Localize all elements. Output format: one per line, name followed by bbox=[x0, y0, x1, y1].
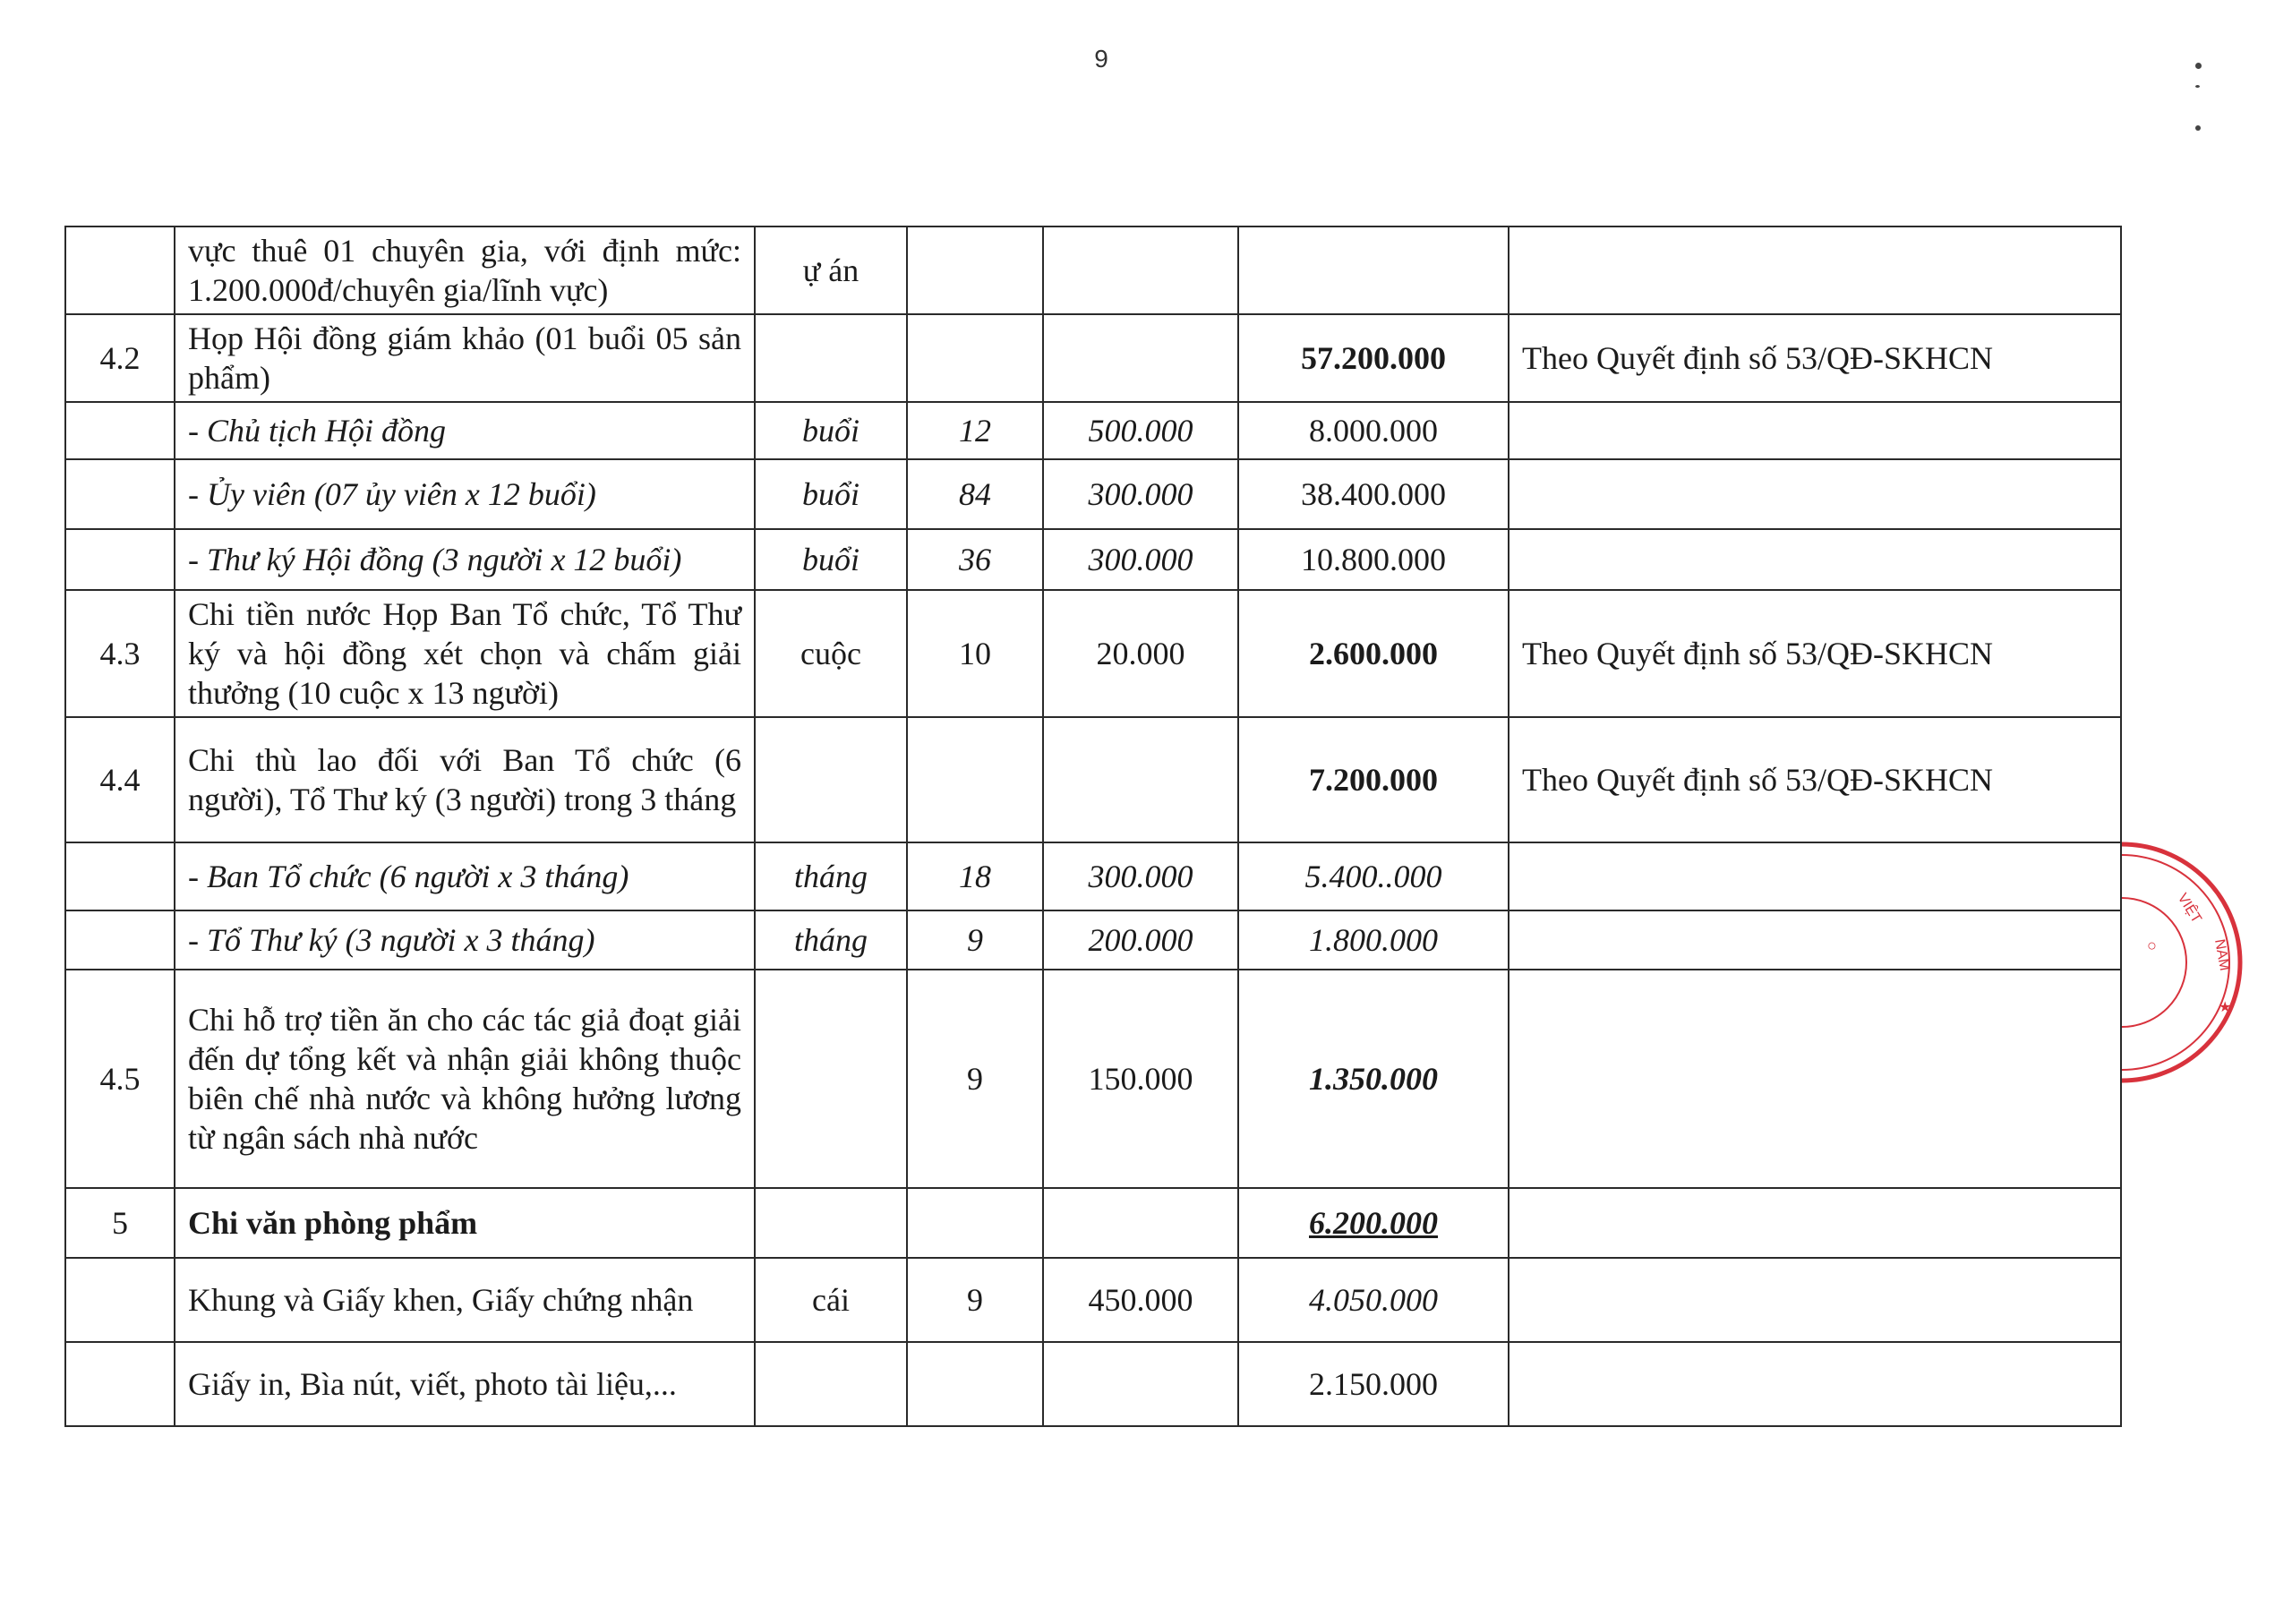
cell-quantity bbox=[907, 717, 1043, 842]
stamp-text-nam: NAM bbox=[2211, 937, 2232, 972]
red-seal-stamp bbox=[2122, 842, 2292, 1083]
stamp-mark-icon: ○ bbox=[2147, 936, 2157, 954]
cell-quantity bbox=[907, 1188, 1043, 1258]
cell-note bbox=[1509, 1258, 2121, 1342]
cell-unit-price: 200.000 bbox=[1043, 910, 1238, 970]
cell-stt: 4.3 bbox=[65, 590, 175, 717]
table-row bbox=[65, 314, 2121, 402]
table-row bbox=[65, 842, 2121, 910]
cell-amount: 6.200.000 bbox=[1238, 1188, 1509, 1258]
table-row bbox=[65, 717, 2121, 842]
cell-stt bbox=[65, 842, 175, 910]
cell-note bbox=[1509, 1342, 2121, 1426]
cell-content: - Ban Tổ chức (6 người x 3 tháng) bbox=[175, 842, 755, 910]
cell-unit: tháng bbox=[755, 910, 907, 970]
cell-unit-price: 500.000 bbox=[1043, 402, 1238, 459]
cell-note bbox=[1509, 970, 2121, 1188]
cell-stt bbox=[65, 529, 175, 590]
cell-note bbox=[1509, 1188, 2121, 1258]
cell-unit: tháng bbox=[755, 842, 907, 910]
cell-unit-price: 300.000 bbox=[1043, 459, 1238, 529]
cell-unit-price: 150.000 bbox=[1043, 970, 1238, 1188]
cell-unit-price: 300.000 bbox=[1043, 842, 1238, 910]
table-row bbox=[65, 459, 2121, 529]
cell-unit bbox=[755, 1342, 907, 1426]
cell-unit-price bbox=[1043, 717, 1238, 842]
cell-unit bbox=[755, 1188, 907, 1258]
stamp-star-icon: ★ bbox=[2219, 1000, 2232, 1015]
cell-content: Khung và Giấy khen, Giấy chứng nhận bbox=[175, 1258, 755, 1342]
cell-unit bbox=[755, 970, 907, 1188]
cell-note: Theo Quyết định số 53/QĐ-SKHCN bbox=[1509, 717, 2121, 842]
table-row bbox=[65, 402, 2121, 459]
cell-stt: 4.5 bbox=[65, 970, 175, 1188]
cell-unit-price: 20.000 bbox=[1043, 590, 1238, 717]
cell-amount: 38.400.000 bbox=[1238, 459, 1509, 529]
cell-content: - Thư ký Hội đồng (3 người x 12 buổi) bbox=[175, 529, 755, 590]
cell-stt: 4.4 bbox=[65, 717, 175, 842]
cell-amount: 2.600.000 bbox=[1238, 590, 1509, 717]
cell-unit-price: 450.000 bbox=[1043, 1258, 1238, 1342]
table-row bbox=[65, 1258, 2121, 1342]
cell-note: Theo Quyết định số 53/QĐ-SKHCN bbox=[1509, 590, 2121, 717]
cell-note bbox=[1509, 842, 2121, 910]
cell-unit: cái bbox=[755, 1258, 907, 1342]
table-row bbox=[65, 970, 2121, 1188]
cell-unit: cuộc bbox=[755, 590, 907, 717]
cell-amount: 4.050.000 bbox=[1238, 1258, 1509, 1342]
cell-quantity: 10 bbox=[907, 590, 1043, 717]
cell-quantity: 12 bbox=[907, 402, 1043, 459]
cell-unit-price bbox=[1043, 227, 1238, 314]
page-number: 9 bbox=[1094, 45, 1108, 73]
table-row bbox=[65, 590, 2121, 717]
cell-content: Chi thù lao đối với Ban Tổ chức (6 người), Tổ Thư ký (3 người) trong 3 tháng bbox=[175, 717, 755, 842]
table-row bbox=[65, 227, 2121, 314]
cell-unit: ự án bbox=[755, 227, 907, 314]
cell-content: vực thuê 01 chuyên gia, với định mức: 1.200.000đ/chuyên gia/lĩnh vực) bbox=[175, 227, 755, 314]
cell-unit: buổi bbox=[755, 402, 907, 459]
cell-quantity bbox=[907, 314, 1043, 402]
scan-edge-marks bbox=[2195, 54, 2206, 143]
cell-quantity: 36 bbox=[907, 529, 1043, 590]
cell-amount: 57.200.000 bbox=[1238, 314, 1509, 402]
cell-content: - Ủy viên (07 ủy viên x 12 buổi) bbox=[175, 459, 755, 529]
cell-amount: 2.150.000 bbox=[1238, 1342, 1509, 1426]
cell-amount: 7.200.000 bbox=[1238, 717, 1509, 842]
table-row bbox=[65, 1188, 2121, 1258]
cell-content: Chi văn phòng phẩm bbox=[175, 1188, 755, 1258]
cell-unit: buổi bbox=[755, 459, 907, 529]
cell-content: Chi hỗ trợ tiền ăn cho các tác giả đoạt giải đến dự tổng kết và nhận giải không thuộc biên chế nhà nước và không hưởng lương từ ngân sách nhà nước bbox=[175, 970, 755, 1188]
cell-quantity bbox=[907, 227, 1043, 314]
cell-amount: 1.350.000 bbox=[1238, 970, 1509, 1188]
cell-amount bbox=[1238, 227, 1509, 314]
cell-unit-price bbox=[1043, 1188, 1238, 1258]
cell-quantity bbox=[907, 1342, 1043, 1426]
cell-unit-price bbox=[1043, 1342, 1238, 1426]
cell-quantity: 9 bbox=[907, 910, 1043, 970]
cell-unit-price: 300.000 bbox=[1043, 529, 1238, 590]
cell-quantity: 9 bbox=[907, 970, 1043, 1188]
cell-note bbox=[1509, 402, 2121, 459]
cell-note bbox=[1509, 227, 2121, 314]
cell-quantity: 9 bbox=[907, 1258, 1043, 1342]
cell-stt: 4.2 bbox=[65, 314, 175, 402]
cell-stt bbox=[65, 227, 175, 314]
cell-unit: buổi bbox=[755, 529, 907, 590]
cell-note bbox=[1509, 910, 2121, 970]
budget-table bbox=[64, 226, 2122, 1427]
cell-content: Giấy in, Bìa nút, viết, photo tài liệu,... bbox=[175, 1342, 755, 1426]
cell-content: Họp Hội đồng giám khảo (01 buổi 05 sản phẩm) bbox=[175, 314, 755, 402]
cell-amount: 8.000.000 bbox=[1238, 402, 1509, 459]
cell-unit bbox=[755, 717, 907, 842]
cell-stt bbox=[65, 402, 175, 459]
cell-amount: 1.800.000 bbox=[1238, 910, 1509, 970]
cell-stt bbox=[65, 1258, 175, 1342]
cell-content: Chi tiền nước Họp Ban Tổ chức, Tổ Thư ký và hội đồng xét chọn và chấm giải thưởng (10 cuộc x 13 người) bbox=[175, 590, 755, 717]
stamp-text-viet: VIỆT bbox=[2174, 891, 2204, 927]
cell-quantity: 84 bbox=[907, 459, 1043, 529]
cell-content: - Tổ Thư ký (3 người x 3 tháng) bbox=[175, 910, 755, 970]
table-row bbox=[65, 910, 2121, 970]
cell-note bbox=[1509, 459, 2121, 529]
cell-stt bbox=[65, 910, 175, 970]
table-row bbox=[65, 1342, 2121, 1426]
cell-stt bbox=[65, 1342, 175, 1426]
cell-unit bbox=[755, 314, 907, 402]
cell-note: Theo Quyết định số 53/QĐ-SKHCN bbox=[1509, 314, 2121, 402]
cell-stt bbox=[65, 459, 175, 529]
table-row bbox=[65, 529, 2121, 590]
cell-unit-price bbox=[1043, 314, 1238, 402]
cell-content: - Chủ tịch Hội đồng bbox=[175, 402, 755, 459]
cell-note bbox=[1509, 529, 2121, 590]
cell-stt: 5 bbox=[65, 1188, 175, 1258]
cell-amount: 10.800.000 bbox=[1238, 529, 1509, 590]
budget-table-body bbox=[65, 227, 2121, 1426]
cell-quantity: 18 bbox=[907, 842, 1043, 910]
cell-amount: 5.400..000 bbox=[1238, 842, 1509, 910]
